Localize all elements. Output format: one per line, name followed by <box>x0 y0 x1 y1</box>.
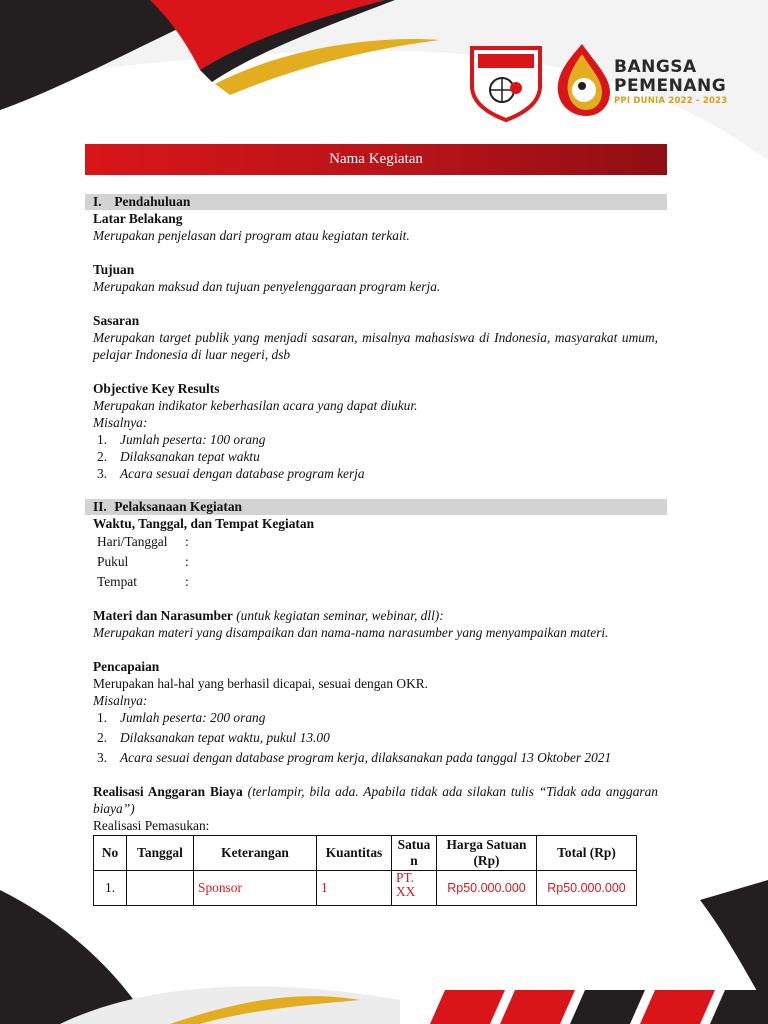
materi-heading: Materi dan Narasumber <box>93 608 233 623</box>
sasaran-heading: Sasaran <box>93 313 140 328</box>
col-kuantitas: Kuantitas <box>317 836 392 871</box>
materi-text: Merupakan materi yang disampaikan dan nama-nama narasumber yang menyampaikan materi. <box>93 625 609 640</box>
col-satuan: Satuan <box>392 836 437 871</box>
anggaran-note: (terlampir, bila ada. Apabila tidak ada silakan tulis “Tidak ada anggaran biaya”) <box>93 784 659 816</box>
cell-keterangan: Sponsor <box>194 871 317 906</box>
list-item: 2. Dilaksanakan tepat waktu <box>97 449 260 464</box>
pencapaian-heading: Pencapaian <box>93 659 160 674</box>
okr-text: Merupakan indikator keberhasilan acara yang dapat diukur. <box>93 398 418 413</box>
section-2-number: II. <box>93 499 107 514</box>
cell-total: Rp50.000.000 <box>537 871 637 906</box>
latar-heading: Latar Belakang <box>93 211 183 226</box>
col-keterangan: Keterangan <box>194 836 317 871</box>
okr-misal: Misalnya: <box>93 415 148 430</box>
pencapaian-misal: Misalnya: <box>93 693 148 708</box>
list-item: 1. Jumlah peserta: 100 orang <box>97 432 266 447</box>
cell-no: 1. <box>94 871 127 906</box>
list-item: 3. Acara sesuai dengan database program kerja, dilaksanakan pada tanggal 13 Oktober 2021 <box>97 750 612 765</box>
latar-text: Merupakan penjelasan dari program atau kegiatan terkait. <box>93 228 410 243</box>
okr-heading: Objective Key Results <box>93 381 220 396</box>
tujuan-heading: Tujuan <box>93 262 135 277</box>
section-2-title: Pelaksanaan Kegiatan <box>114 499 242 514</box>
sasaran-text: Merupakan target publik yang menjadi sasaran, misalnya mahasiswa di Indonesia, masyarakat umum, pelajar Indonesia di luar negeri, dsb <box>93 330 658 362</box>
table-row <box>94 871 637 906</box>
col-tanggal: Tanggal <box>127 836 194 871</box>
list-item: 3. Acara sesuai dengan database program kerja <box>97 466 365 481</box>
field-tempat: Tempat : <box>97 574 189 589</box>
col-harga: Harga Satuan (Rp) <box>437 836 537 871</box>
waktu-heading: Waktu, Tanggal, dan Tempat Kegiatan <box>93 516 315 531</box>
table-header-row <box>94 836 637 871</box>
field-hari-tanggal: Hari/Tanggal : <box>97 534 189 549</box>
anggaran-heading: Realisasi Anggaran Biaya <box>93 784 243 799</box>
document-body <box>93 194 658 906</box>
anggaran-heading-line <box>93 783 658 817</box>
section-1-title: Pendahuluan <box>114 194 191 209</box>
cell-tanggal <box>127 871 194 906</box>
section-1-header <box>85 194 667 210</box>
field-pukul: Pukul : <box>97 554 189 569</box>
section-2-header <box>85 499 667 515</box>
pencapaian-list <box>93 709 658 766</box>
document-title-bar <box>85 144 667 175</box>
cell-satuan: PT. XX <box>392 871 437 906</box>
bangsa-pemenang-title: BANGSA PEMENANG <box>614 57 727 96</box>
ppi-dunia-shield-logo-icon <box>466 42 546 122</box>
document-title: Nama Kegiatan <box>329 151 423 167</box>
pemasukan-table <box>93 835 637 906</box>
pencapaian-text: Merupakan hal-hal yang berhasil dicapai, sesuai dengan OKR. <box>93 676 429 691</box>
tujuan-text: Merupakan maksud dan tujuan penyelenggaraan program kerja. <box>93 279 441 294</box>
bangsa-pemenang-subtitle: PPI DUNIA 2022 - 2023 <box>614 96 728 106</box>
col-total: Total (Rp) <box>537 836 637 871</box>
section-1-number: I. <box>93 194 102 209</box>
okr-list <box>93 431 658 482</box>
list-item: 1. Jumlah peserta: 200 orang <box>97 710 266 725</box>
cell-harga: Rp50.000.000 <box>437 871 537 906</box>
materi-heading-line <box>93 607 658 624</box>
list-item: 2. Dilaksanakan tepat waktu, pukul 13.00 <box>97 730 330 745</box>
pemasukan-label: Realisasi Pemasukan: <box>93 818 210 833</box>
cell-kuantitas: 1 <box>317 871 392 906</box>
col-no: No <box>94 836 127 871</box>
materi-note: (untuk kegiatan seminar, webinar, dll): <box>236 608 444 623</box>
